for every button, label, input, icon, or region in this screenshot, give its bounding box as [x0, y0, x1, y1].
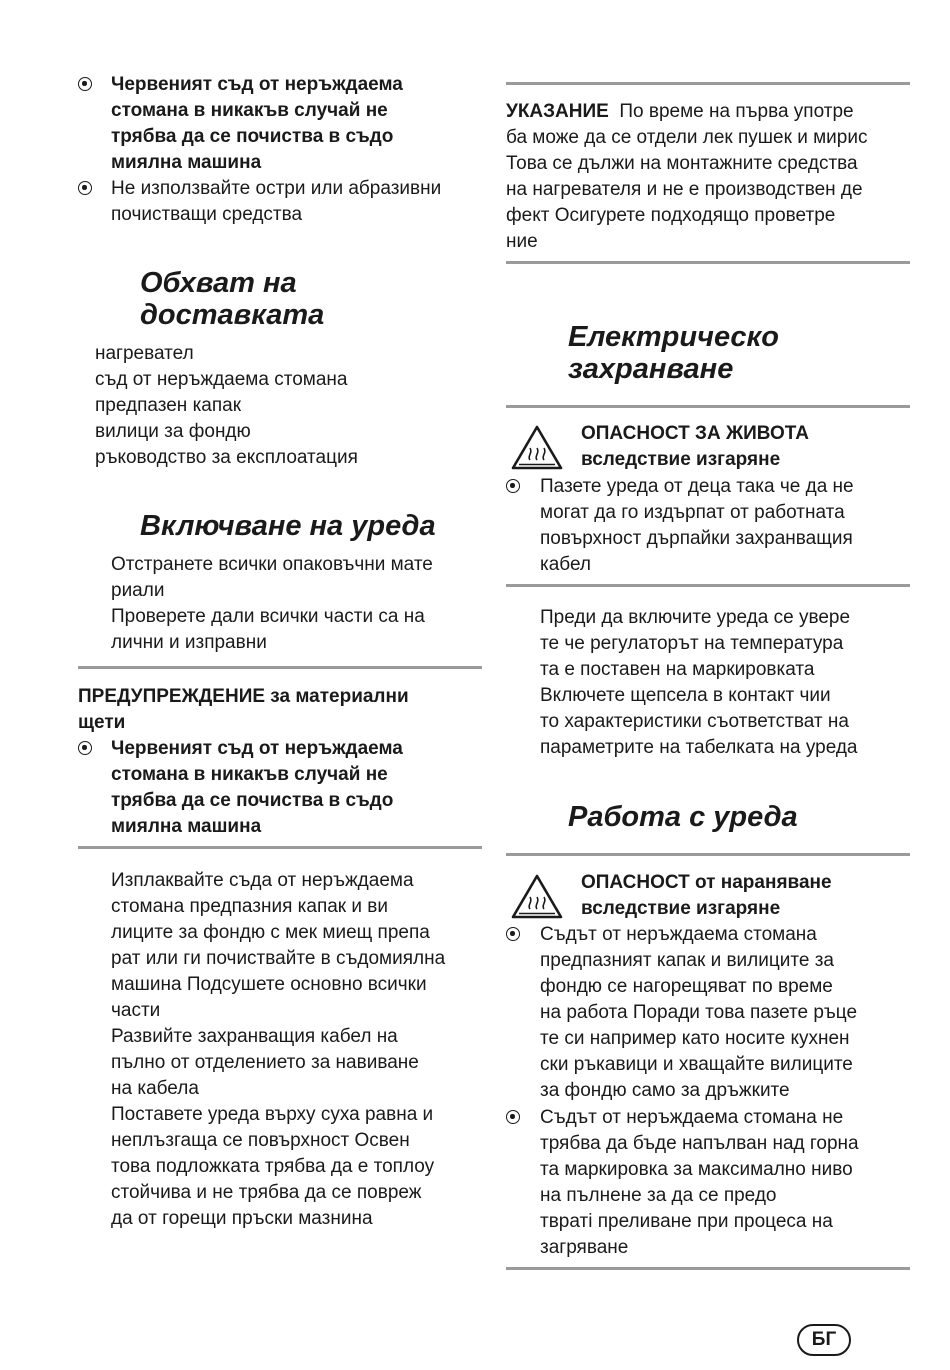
language-badge: БГ: [797, 1324, 851, 1356]
text-line: на кабела: [111, 1078, 199, 1099]
list-item: [506, 474, 910, 578]
list-item: нагревател: [95, 343, 194, 364]
divider: [506, 584, 910, 587]
note-text: По време на първа употре: [619, 101, 854, 122]
hot-surface-warning-icon: [511, 873, 563, 919]
text-line: стомана предпазния капак и ви: [111, 896, 388, 917]
text-line: Изплаквайте съда от неръждаема: [111, 870, 414, 891]
section-heading-operation: Работа с уреда: [568, 801, 798, 833]
text-line: да от горещи пръски мазнина: [111, 1208, 373, 1229]
list-item: ръководство за експлоатация: [95, 447, 358, 468]
text-line: трябва да бъде напълван над горна: [540, 1133, 859, 1154]
text-line: Съдът от неръждаема стомана: [540, 924, 817, 945]
divider: [506, 405, 910, 408]
list-item: [506, 1105, 910, 1261]
heading-line: Електрическо: [568, 321, 779, 353]
hot-surface-warning-icon: [511, 424, 563, 470]
text-line: та маркировка за максимално ниво: [540, 1159, 853, 1180]
note-block: [506, 99, 867, 255]
text-line: трябва да се почиства в съдо: [111, 126, 394, 147]
divider: [506, 853, 910, 856]
list-item: [506, 922, 910, 1104]
text-line: ПРЕДУПРЕЖДЕНИЕ за материални: [78, 686, 409, 707]
text-line: те че регулаторът на температура: [540, 633, 844, 654]
bullet-circle-icon: [78, 77, 92, 91]
text-line: ски ръкавици и хващайте вилиците: [540, 1054, 853, 1075]
power-text: [540, 605, 858, 761]
text-line: миялна машина: [111, 152, 262, 173]
cleaning-text: [111, 868, 445, 1232]
text-line: щети: [78, 712, 126, 733]
text-line: почистващи средства: [111, 204, 303, 225]
divider: [78, 846, 482, 849]
text-line: това подложката трябва да е топлоу: [111, 1156, 435, 1177]
text-line: риали: [111, 580, 165, 601]
text-line: Отстранете всички опаковъчни мате: [111, 554, 433, 575]
bullet-circle-icon: [78, 181, 92, 195]
list-item: [78, 72, 482, 176]
list-item: предпазен капак: [95, 395, 242, 416]
text-line: параметрите на табелката на уреда: [540, 737, 858, 758]
text-line: то характеристики съответстват на: [540, 711, 849, 732]
text-line: миялна машина: [111, 816, 262, 837]
text-line: трябва да се почиства в съдо: [111, 790, 394, 811]
text-line: повърхност дърпайки захранващия: [540, 528, 853, 549]
text-line: лични и изправни: [111, 632, 267, 653]
text-line: на пълнене за да се предо: [540, 1185, 777, 1206]
danger-title: [581, 421, 809, 473]
text-line: фондю се нагорещяват по време: [540, 976, 833, 997]
text-line: машина Подсушете основно всички: [111, 974, 427, 995]
switch-on-text: [111, 552, 433, 656]
section-heading-power: [568, 321, 779, 385]
text-line: Червеният съд от неръждаема: [111, 738, 403, 759]
text-line: рат или ги почиствайте в съдомиялна: [111, 948, 446, 969]
delivery-list: [95, 341, 358, 471]
text-line: стомана в никакъв случай не: [111, 100, 388, 121]
text-line: на нагревателя и не е производствен де: [506, 179, 863, 200]
text-line: загряване: [540, 1237, 629, 1258]
text-line: могат да го издърпат от работната: [540, 502, 845, 523]
text-line: ОПАСНОСТ от нараняване: [581, 872, 832, 893]
list-item: съд от неръждаема стомана: [95, 369, 348, 390]
text-line: Поставете уреда върху суха равна и: [111, 1104, 434, 1125]
heading-line: доставката: [140, 299, 325, 331]
text-line: Включете щепсела в контакт чии: [540, 685, 831, 706]
text-line: [506, 99, 867, 125]
text-line: Червеният съд от неръждаема: [111, 74, 403, 95]
text-line: вследствие изгаряне: [581, 449, 781, 470]
text-line: на работа Поради това пазете ръце: [540, 1002, 858, 1023]
bullet-circle-icon: [506, 479, 520, 493]
text-line: Това се дължи на монтажните средства: [506, 153, 858, 174]
divider: [506, 82, 910, 85]
text-line: Съдът от неръждаема стомана не: [540, 1107, 844, 1128]
divider: [78, 666, 482, 669]
text-line: ба може да се отдели лек пушек и мирис: [506, 127, 868, 148]
text-line: неплъзгаща се повърхност Освен: [111, 1130, 410, 1151]
danger-title: [581, 870, 832, 922]
bullet-circle-icon: [78, 741, 92, 755]
bullet-circle-icon: [506, 1110, 520, 1124]
text-line: та е поставен на маркировката: [540, 659, 815, 680]
bullet-circle-icon: [506, 927, 520, 941]
text-line: те си например като носите кухнен: [540, 1028, 850, 1049]
text-line: Не използвайте остри или абразивни: [111, 178, 442, 199]
section-heading-delivery: [140, 267, 324, 331]
warning-title: [78, 684, 409, 736]
text-line: пълно от отделението за навиване: [111, 1052, 419, 1073]
text-line: кабел: [540, 554, 591, 575]
text-line: ОПАСНОСТ ЗА ЖИВОТА: [581, 423, 809, 444]
text-line: Развийте захранващия кабел на: [111, 1026, 398, 1047]
text-line: твратi преливане при процеса на: [540, 1211, 833, 1232]
text-line: предпазният капак и вилиците за: [540, 950, 834, 971]
heading-line: захранване: [568, 353, 734, 385]
text-line: Пазете уреда от деца така че да не: [540, 476, 854, 497]
divider: [506, 1267, 910, 1270]
heading-line: Обхват на: [140, 267, 297, 299]
text-line: стомана в никакъв случай не: [111, 764, 388, 785]
text-line: ние: [506, 231, 538, 252]
text-line: лиците за фондю с мек миещ препа: [111, 922, 430, 943]
text-line: фект Осигурете подходящо проветре: [506, 205, 836, 226]
section-heading-switch-on: Включване на уреда: [140, 510, 436, 542]
text-line: стойчива и не трябва да се повреж: [111, 1182, 422, 1203]
divider: [506, 261, 910, 264]
text-line: вследствие изгаряне: [581, 898, 781, 919]
text-line: за фондю само за дръжките: [540, 1080, 790, 1101]
list-item: [78, 176, 482, 228]
note-label: УКАЗАНИЕ: [506, 101, 609, 122]
list-item: вилици за фондю: [95, 421, 251, 442]
list-item: [78, 736, 482, 840]
text-line: части: [111, 1000, 161, 1021]
text-line: Преди да включите уреда се увере: [540, 607, 851, 628]
text-line: Проверете дали всички части са на: [111, 606, 425, 627]
